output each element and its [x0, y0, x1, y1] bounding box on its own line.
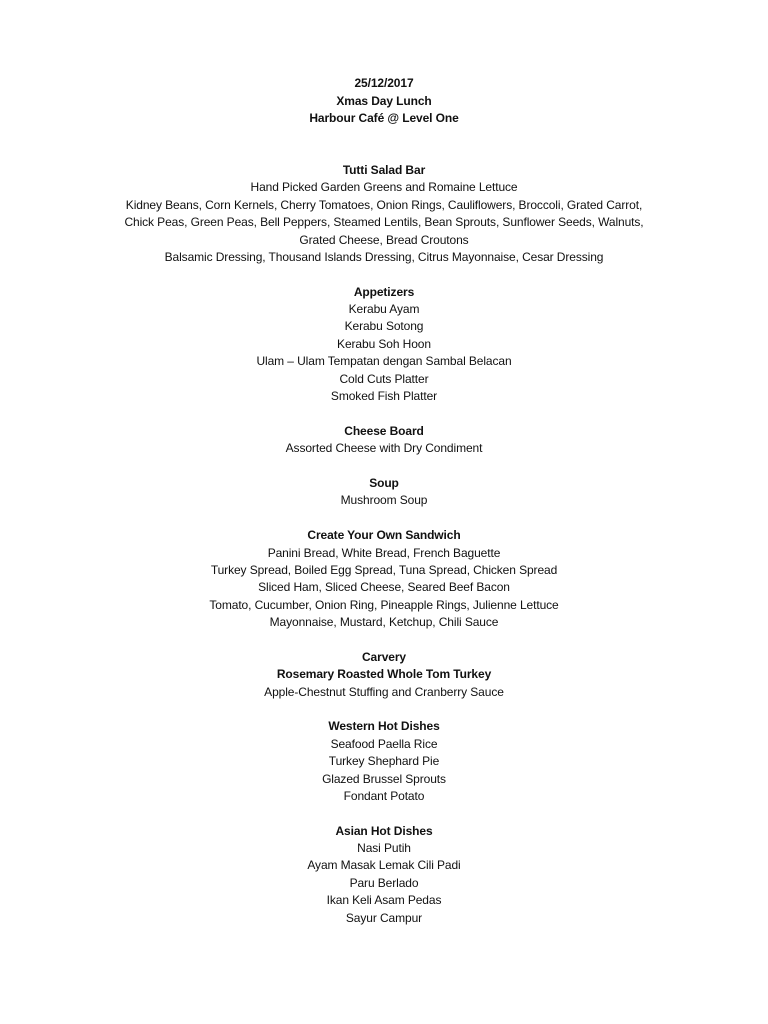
- menu-item: Hand Picked Garden Greens and Romaine Lettuce: [250, 180, 518, 194]
- menu-item: Seafood Paella Rice: [330, 737, 438, 751]
- menu-item: Nasi Putih: [357, 841, 411, 855]
- menu-item: Fondant Potato: [343, 789, 425, 803]
- menu-item: Balsamic Dressing, Thousand Islands Dressing, Citrus Mayonnaise, Cesar Dressing: [164, 250, 604, 264]
- menu-item: Smoked Fish Platter: [330, 389, 438, 403]
- menu-item: Glazed Brussel Sprouts: [322, 772, 446, 786]
- menu-item: Panini Bread, White Bread, French Baguette: [267, 546, 501, 560]
- menu-item: Mayonnaise, Mustard, Ketchup, Chili Sauce: [269, 615, 499, 629]
- section-heading-asian-hot-dishes: Asian Hot Dishes: [335, 824, 433, 838]
- menu-venue: Harbour Café @ Level One: [309, 111, 459, 125]
- section-heading-soup: Soup: [369, 476, 399, 490]
- menu-date: 25/12/2017: [354, 76, 414, 90]
- menu-item: Tomato, Cucumber, Onion Ring, Pineapple Rings, Julienne Lettuce: [209, 598, 559, 612]
- menu-item: Kerabu Ayam: [348, 302, 420, 316]
- menu-item: Turkey Shephard Pie: [328, 754, 440, 768]
- menu-item: Turkey Spread, Boiled Egg Spread, Tuna Spread, Chicken Spread: [210, 563, 558, 577]
- menu-item: Apple-Chestnut Stuffing and Cranberry Sauce: [264, 685, 504, 699]
- menu-item: Ikan Keli Asam Pedas: [326, 893, 442, 907]
- menu-item: Grated Cheese, Bread Croutons: [299, 233, 469, 247]
- section-heading-salad-bar: Tutti Salad Bar: [342, 163, 426, 177]
- section-heading-cheese-board: Cheese Board: [344, 424, 424, 438]
- section-heading-carvery: Carvery: [361, 650, 406, 664]
- menu-item: Sliced Ham, Sliced Cheese, Seared Beef Bacon: [258, 580, 510, 594]
- menu-item: Kerabu Soh Hoon: [337, 337, 431, 351]
- menu-item: Assorted Cheese with Dry Condiment: [285, 441, 483, 455]
- menu-item: Kerabu Sotong: [344, 319, 424, 333]
- menu-item: Paru Berlado: [349, 876, 419, 890]
- menu-item: Kidney Beans, Corn Kernels, Cherry Tomatoes, Onion Rings, Cauliflowers, Broccoli, Grated Carrot,: [125, 198, 643, 212]
- menu-event-title: Xmas Day Lunch: [336, 94, 432, 108]
- menu-item: Sayur Campur: [345, 911, 423, 925]
- section-heading-appetizers: Appetizers: [353, 285, 415, 299]
- menu-item: Mushroom Soup: [340, 493, 428, 507]
- carvery-feature-dish: Rosemary Roasted Whole Tom Turkey: [276, 667, 492, 681]
- menu-item: Cold Cuts Platter: [339, 372, 429, 386]
- menu-item: Chick Peas, Green Peas, Bell Peppers, Steamed Lentils, Bean Sprouts, Sunflower Seeds, Walnuts,: [124, 215, 644, 229]
- section-heading-sandwich: Create Your Own Sandwich: [307, 528, 461, 542]
- menu-item: Ayam Masak Lemak Cili Padi: [307, 858, 461, 872]
- menu-item: Ulam – Ulam Tempatan dengan Sambal Belacan: [256, 354, 512, 368]
- section-heading-western-hot-dishes: Western Hot Dishes: [328, 719, 440, 733]
